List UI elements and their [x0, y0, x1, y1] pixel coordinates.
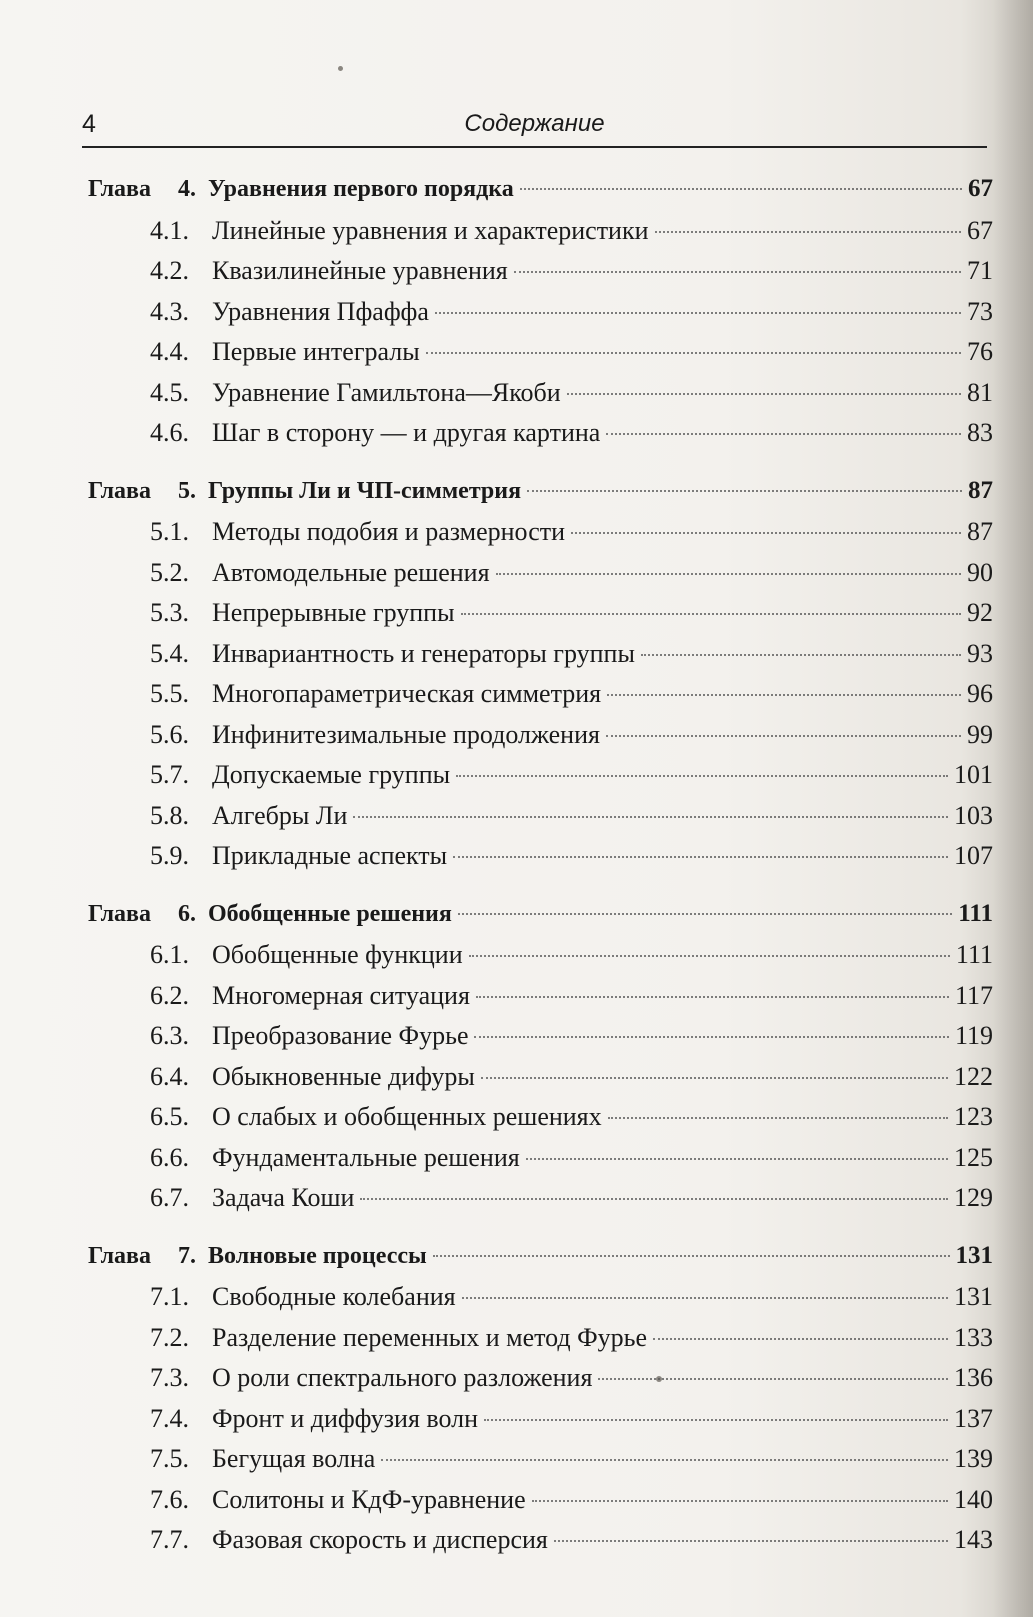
toc-section-row [88, 517, 993, 558]
section-title: О роли спектрального разложения [212, 1363, 593, 1392]
section-number: 6.5. [150, 1102, 189, 1131]
dot-leader [607, 694, 961, 696]
running-head: Содержание [464, 110, 605, 137]
dot-leader [532, 1500, 948, 1502]
section-number: 7.5. [150, 1444, 189, 1473]
section-title: Методы подобия и размерности [212, 517, 566, 546]
dot-leader [456, 775, 948, 777]
page-reference: 73 [967, 296, 993, 326]
dot-leader [474, 1036, 948, 1038]
dot-leader [520, 188, 962, 190]
section-number: 7.3. [150, 1363, 189, 1392]
page-edge-shadow [993, 0, 1033, 1617]
section-title: Бегущая волна [212, 1444, 376, 1473]
chapter-number: 7. [178, 1242, 196, 1269]
dot-leader [433, 1255, 950, 1257]
page-reference: 111 [958, 899, 993, 927]
dot-leader [453, 856, 948, 858]
page-reference: 139 [954, 1444, 993, 1473]
dot-leader [554, 1540, 948, 1542]
page-reference: 103 [954, 800, 993, 830]
toc-section-row [88, 297, 993, 338]
toc-section-row [88, 558, 993, 599]
section-title: Уравнение Гамильтона—Якоби [212, 377, 561, 407]
page-reference: 140 [954, 1484, 993, 1514]
toc-section-row [88, 1062, 993, 1103]
section-title: Уравнения Пфаффа [212, 296, 429, 326]
toc-section-row [88, 1102, 993, 1143]
toc-chapter-row [88, 1242, 993, 1283]
dot-leader [496, 573, 961, 575]
page-reference: 123 [954, 1102, 993, 1131]
toc-chapter-row [88, 900, 993, 941]
dot-leader [641, 654, 961, 656]
section-number: 7.2. [150, 1322, 189, 1352]
dot-leader [571, 532, 961, 534]
table-of-contents [88, 175, 993, 1566]
chapter-word: Глава [88, 1242, 151, 1269]
toc-section-row [88, 801, 993, 842]
toc-section-row [88, 940, 993, 981]
section-number: 5.6. [150, 719, 189, 749]
section-title: Многопараметрическая симметрия [212, 679, 602, 708]
section-number: 5.8. [150, 800, 189, 830]
section-title: Допускаемые группы [212, 760, 451, 789]
toc-section-row [88, 679, 993, 720]
section-title: О слабых и обобщенных решениях [212, 1102, 602, 1131]
dot-leader [655, 231, 961, 233]
chapter-word: Глава [88, 900, 151, 927]
dot-leader [476, 996, 949, 998]
section-number: 6.4. [150, 1061, 189, 1091]
toc-section-row [88, 1404, 993, 1445]
chapter-number: 5. [178, 477, 196, 504]
section-number: 6.7. [150, 1183, 189, 1212]
toc-section-row [88, 256, 993, 297]
section-number: 7.6. [150, 1484, 189, 1514]
dot-leader [353, 816, 948, 818]
section-number: 6.3. [150, 1021, 189, 1050]
dot-leader [435, 312, 961, 314]
dot-leader [514, 271, 961, 273]
toc-section-row [88, 1444, 993, 1485]
section-title: Инфинитезимальные продолжения [212, 719, 600, 749]
section-number: 5.7. [150, 760, 189, 789]
section-number: 4.5. [150, 377, 189, 407]
section-title: Линейные уравнения и характеристики [212, 215, 649, 245]
dot-leader [481, 1077, 948, 1079]
section-title: Алгебры Ли [212, 800, 348, 830]
toc-section-row [88, 1183, 993, 1224]
dot-leader [469, 955, 950, 957]
section-number: 5.5. [150, 679, 189, 708]
page-reference: 129 [954, 1183, 993, 1212]
dot-leader [567, 393, 961, 395]
toc-section-row [88, 1143, 993, 1184]
page-reference: 93 [967, 638, 993, 668]
section-number: 7.1. [150, 1282, 189, 1311]
page-reference: 92 [967, 598, 993, 627]
chapter-word: Глава [88, 477, 151, 504]
page-reference: 76 [967, 337, 993, 366]
section-title: Шаг в сторону — и другая картина [212, 418, 601, 447]
section-title: Обыкновенные дифуры [212, 1061, 475, 1091]
page-reference: 111 [955, 940, 993, 969]
toc-section-row [88, 1282, 993, 1323]
page-reference: 125 [954, 1142, 993, 1172]
section-number: 6.6. [150, 1142, 189, 1172]
page-reference: 137 [954, 1403, 993, 1433]
section-title: Автомодельные решения [212, 557, 490, 587]
chapter-number: 6. [178, 900, 196, 927]
dot-leader [458, 913, 952, 915]
dot-leader [426, 352, 961, 354]
page-header [82, 100, 987, 148]
toc-section-row [88, 720, 993, 761]
toc-section-row [88, 1021, 993, 1062]
section-number: 6.1. [150, 940, 189, 969]
page-reference: 136 [954, 1363, 993, 1392]
page-reference: 131 [955, 1241, 993, 1269]
section-title: Солитоны и КдФ-уравнение [212, 1484, 526, 1514]
section-number: 4.2. [150, 256, 189, 285]
chapter-title: Уравнения первого порядка [208, 176, 514, 202]
section-title: Разделение переменных и метод Фурье [212, 1322, 648, 1352]
dot-leader [527, 490, 962, 492]
section-number: 7.4. [150, 1403, 189, 1433]
page-reference: 71 [967, 256, 993, 285]
toc-section-row [88, 639, 993, 680]
section-title: Обобщенные функции [212, 940, 463, 969]
page-reference: 133 [954, 1322, 993, 1352]
toc-section-row [88, 981, 993, 1022]
section-number: 5.1. [150, 517, 189, 546]
section-title: Первые интегралы [212, 337, 420, 366]
section-number: 5.2. [150, 557, 189, 587]
page-reference: 81 [967, 377, 993, 407]
page-reference: 101 [954, 760, 993, 789]
toc-section-row [88, 1525, 993, 1566]
page-reference: 117 [954, 980, 993, 1010]
page-reference: 99 [967, 719, 993, 749]
toc-section-row [88, 1485, 993, 1526]
section-title: Фронт и диффузия волн [212, 1403, 479, 1433]
dot-leader [606, 433, 961, 435]
page-reference: 87 [968, 476, 993, 504]
chapter-title: Группы Ли и ЧП-симметрия [208, 477, 522, 504]
page-reference: 131 [954, 1282, 993, 1311]
section-title: Фундаментальные решения [212, 1142, 520, 1172]
toc-section-row [88, 418, 993, 459]
chapter-word: Глава [88, 176, 151, 202]
dot-leader [606, 735, 961, 737]
dot-leader [484, 1419, 948, 1421]
section-number: 5.4. [150, 638, 189, 668]
page-reference: 90 [967, 557, 993, 587]
toc-section-row [88, 1363, 993, 1404]
dot-leader [360, 1198, 948, 1200]
page-reference: 122 [954, 1061, 993, 1091]
dot-leader [598, 1378, 948, 1380]
page-reference: 87 [967, 517, 993, 546]
dot-leader [462, 1297, 948, 1299]
toc-section-row [88, 841, 993, 882]
dot-leader [608, 1117, 948, 1119]
page-reference: 67 [967, 215, 993, 245]
page-reference: 67 [968, 175, 993, 202]
toc-chapter-row [88, 477, 993, 518]
dot-leader [461, 613, 961, 615]
section-number: 4.6. [150, 418, 189, 447]
toc-section-row [88, 216, 993, 257]
section-title: Преобразование Фурье [212, 1021, 469, 1050]
dot-leader [526, 1158, 948, 1160]
chapter-number: 4. [178, 176, 196, 202]
section-number: 7.7. [150, 1525, 189, 1554]
page-reference: 143 [954, 1525, 993, 1554]
section-title: Непрерывные группы [212, 598, 455, 627]
toc-section-row [88, 378, 993, 419]
page-reference: 83 [967, 418, 993, 447]
section-number: 4.1. [150, 215, 189, 245]
page-number: 4 [82, 110, 96, 138]
section-number: 4.4. [150, 337, 189, 366]
section-title: Инвариантность и генераторы группы [212, 638, 635, 668]
section-title: Прикладные аспекты [212, 841, 448, 870]
section-number: 4.3. [150, 296, 189, 326]
section-number: 5.9. [150, 841, 189, 870]
section-title: Свободные колебания [212, 1282, 456, 1311]
paper-speck [338, 66, 343, 71]
section-number: 6.2. [150, 980, 189, 1010]
chapter-title: Волновые процессы [208, 1242, 427, 1269]
toc-section-row [88, 598, 993, 639]
toc-section-row [88, 1323, 993, 1364]
section-title: Многомерная ситуация [212, 980, 470, 1010]
toc-chapter-row [88, 175, 993, 216]
section-title: Фазовая скорость и дисперсия [212, 1525, 548, 1554]
page-reference: 96 [967, 679, 993, 708]
section-title: Задача Коши [212, 1183, 355, 1212]
section-title: Квазилинейные уравнения [212, 256, 508, 285]
page-reference: 107 [954, 841, 993, 870]
toc-section-row [88, 337, 993, 378]
section-number: 5.3. [150, 598, 189, 627]
page-reference: 119 [954, 1021, 993, 1050]
chapter-title: Обобщенные решения [208, 900, 452, 927]
dot-leader [653, 1338, 948, 1340]
toc-section-row [88, 760, 993, 801]
dot-leader [381, 1459, 948, 1461]
